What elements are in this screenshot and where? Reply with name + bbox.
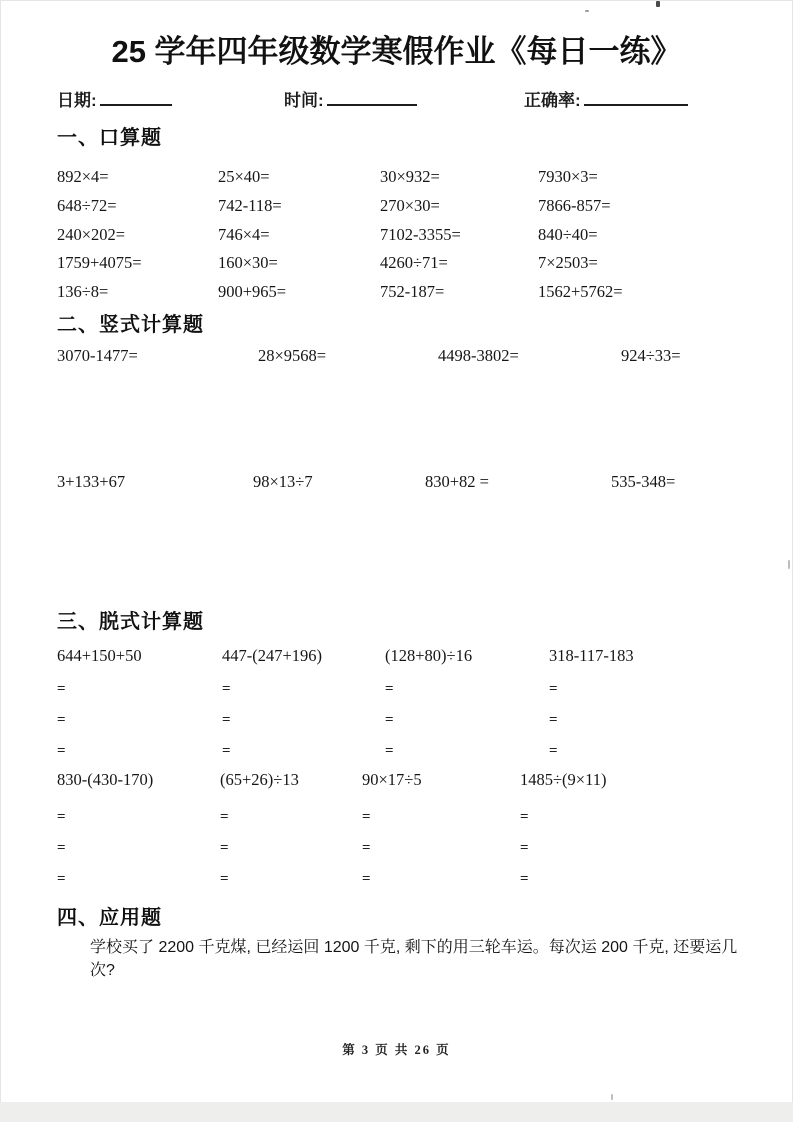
equals-sign: = (520, 840, 529, 856)
accuracy-blank (584, 89, 688, 106)
equals-sign: = (222, 743, 231, 759)
equals-sign: = (362, 840, 371, 856)
section-heading-vertical: 二、竖式计算题 (57, 314, 204, 336)
oral-problem: 1562+5762= (538, 282, 623, 302)
stepwise-problem: 90×17÷5 (362, 770, 422, 789)
equals-sign: = (549, 743, 558, 759)
oral-problem: 7866-857= (538, 195, 611, 215)
date-field (57, 86, 172, 111)
oral-problem: 900+965= (218, 282, 287, 302)
oral-problem: 4260÷71= (380, 253, 448, 273)
section-heading-oral: 一、口算题 (57, 127, 162, 149)
vertical-problem: 28×9568= (258, 346, 327, 365)
meta-row (0, 86, 793, 112)
date-blank (100, 89, 172, 106)
scan-speck (788, 560, 790, 569)
oral-problems-grid (57, 163, 763, 307)
equals-sign: = (57, 840, 66, 856)
time-field (284, 86, 417, 111)
time-blank (327, 89, 417, 106)
section-heading-word: 四、应用题 (57, 907, 162, 929)
equals-sign: = (520, 809, 529, 825)
stepwise-group2 (57, 770, 763, 902)
oral-problem: 25×40= (218, 167, 270, 186)
stepwise-problem: 644+150+50 (57, 646, 142, 665)
accuracy-field (524, 86, 688, 111)
oral-problem: 240×202= (57, 224, 126, 244)
section-heading-stepwise: 三、脱式计算题 (57, 611, 204, 633)
equals-sign: = (57, 712, 66, 728)
vertical-problems-row2 (57, 472, 763, 492)
equals-sign: = (57, 809, 66, 825)
vertical-problem: 830+82 = (425, 472, 489, 491)
scan-edge-shade (0, 1102, 793, 1122)
vertical-problem: 3+133+67 (57, 472, 126, 491)
oral-problem: 7102-3355= (380, 224, 461, 244)
equals-sign: = (385, 712, 394, 728)
scan-speck (585, 10, 589, 12)
oral-problem: 30×932= (380, 167, 440, 186)
date-label: 日期: (57, 91, 97, 110)
equals-sign: = (362, 871, 371, 887)
vertical-problem: 3070-1477= (57, 346, 138, 365)
oral-problem: 746×4= (218, 224, 270, 244)
oral-problem: 892×4= (57, 167, 109, 186)
oral-problem: 7930×3= (538, 167, 598, 186)
oral-problem: 648÷72= (57, 195, 117, 215)
stepwise-problem: (65+26)÷13 (220, 770, 299, 789)
stepwise-problem: 830-(430-170) (57, 770, 154, 789)
equals-sign: = (385, 743, 394, 759)
equals-sign: = (220, 809, 229, 825)
equals-sign: = (222, 681, 231, 697)
equals-sign: = (362, 809, 371, 825)
time-label: 时间: (284, 91, 324, 110)
oral-problem: 1759+4075= (57, 253, 142, 273)
page-title: 25 学年四年级数学寒假作业《每日一练》 (111, 34, 682, 69)
equals-sign: = (549, 681, 558, 697)
equals-sign: = (385, 681, 394, 697)
oral-problem: 742-118= (218, 195, 282, 215)
stepwise-problem: (128+80)÷16 (385, 646, 473, 665)
equals-sign: = (220, 840, 229, 856)
oral-problem: 270×30= (380, 195, 440, 215)
vertical-problems-row1 (57, 346, 763, 366)
vertical-problem: 4498-3802= (438, 346, 519, 365)
stepwise-problem: 447-(247+196) (222, 646, 323, 665)
oral-problem: 160×30= (218, 253, 278, 273)
accuracy-label: 正确率: (524, 91, 581, 110)
equals-sign: = (220, 871, 229, 887)
equals-sign: = (549, 712, 558, 728)
stepwise-problem: 318-117-183 (549, 646, 634, 665)
equals-sign: = (57, 743, 66, 759)
equals-sign: = (222, 712, 231, 728)
vertical-problem: 98×13÷7 (253, 472, 313, 491)
vertical-problem: 535-348= (611, 472, 676, 491)
equals-sign: = (520, 871, 529, 887)
oral-problem: 840÷40= (538, 224, 598, 244)
vertical-problem: 924÷33= (621, 346, 681, 365)
scan-speck (656, 1, 660, 7)
stepwise-problem: 1485÷(9×11) (520, 770, 607, 789)
equals-sign: = (57, 871, 66, 887)
oral-problem: 752-187= (380, 282, 445, 302)
word-problem-text: 学校买了 2200 千克煤, 已经运回 1200 千克, 剩下的用三轮车运。每次运 200 千克, 还要运几次? (90, 939, 738, 979)
oral-problem: 136÷8= (57, 282, 109, 302)
stepwise-group1 (57, 646, 763, 774)
oral-problem: 7×2503= (538, 253, 598, 273)
page-number: 第 3 页 共 26 页 (342, 1043, 451, 1057)
scan-speck (611, 1094, 613, 1100)
equals-sign: = (57, 681, 66, 697)
